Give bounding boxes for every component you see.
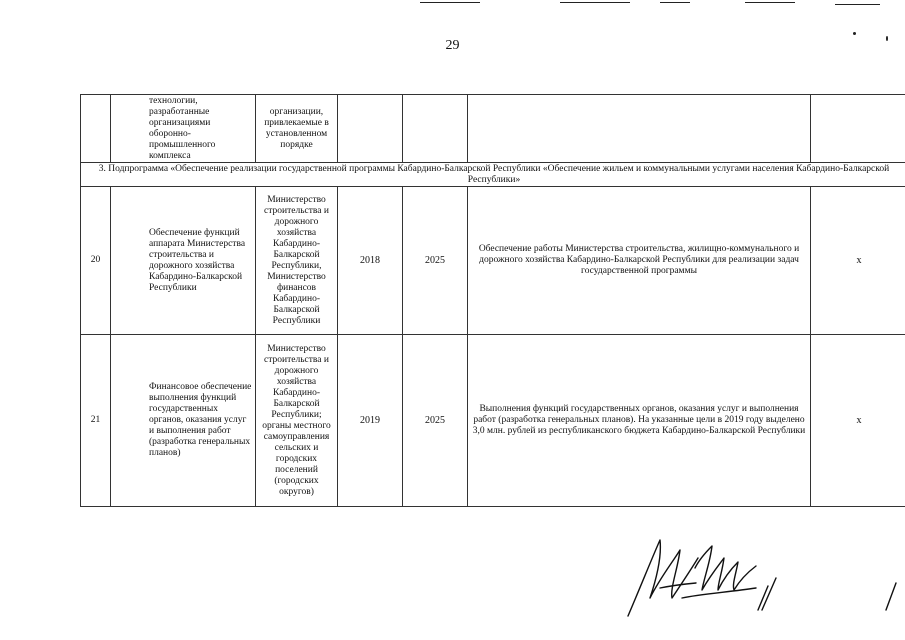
end-year-cell <box>403 95 468 163</box>
scan-speck <box>853 32 856 35</box>
result-cell: Выполнения функций государственных органов, оказания услуг и выполнения работ (разработка генеральных планов). На указанные цели в 2019 году выделено 3,0 млн. рублей из республиканского бюджета Кабардино-Балкарской Республики <box>468 335 811 507</box>
end-year-cell: 2025 <box>403 187 468 335</box>
executor-cell: организации, привлекаемые в установленном порядке <box>256 95 338 163</box>
row-number-cell: 20 <box>81 187 111 335</box>
scan-edge-line <box>745 2 795 3</box>
executor-cell: Министерство строительства и дорожного хозяйства Кабардино-Балкарской Республики; органы местного самоуправления сельских и городских поселений (городских округов) <box>256 335 338 507</box>
start-year-cell <box>338 95 403 163</box>
row-number-cell <box>81 95 111 163</box>
activity-name-cell: технологии, разработанные организациями оборонно-промышленного комплекса <box>111 95 256 163</box>
indicator-cell: x <box>811 187 905 335</box>
scan-edge-line <box>560 2 630 3</box>
start-year-cell: 2019 <box>338 335 403 507</box>
scan-edge-line <box>420 2 480 3</box>
result-cell: Обеспечение работы Министерства строительства, жилищно-коммунального и дорожного хозяйства Кабардино-Балкарской Республики для реализации задач государственной программы <box>468 187 811 335</box>
executor-cell: Министерство строительства и дорожного хозяйства Кабардино-Балкарской Республики, Министерство финансов Кабардино-Балкарской Республики <box>256 187 338 335</box>
program-activities-table <box>80 94 905 507</box>
scan-edge-line <box>835 4 880 5</box>
subprogram-heading-row <box>81 163 905 187</box>
result-cell <box>468 95 811 163</box>
start-year-cell: 2018 <box>338 187 403 335</box>
row-number-cell: 21 <box>81 335 111 507</box>
continued-row <box>81 95 905 163</box>
table-row <box>81 335 905 507</box>
activity-name-cell: Обеспечение функций аппарата Министерства строительства и дорожного хозяйства Кабардино-Балкарской Республики <box>111 187 256 335</box>
activity-name-cell: Финансовое обеспечение выполнения функций государственных органов, оказания услуг и выполнения работ (разработка генеральных планов) <box>111 335 256 507</box>
scan-edge-line <box>660 2 690 3</box>
subprogram-heading: 3. Подпрограмма «Обеспечение реализации государственной программы Кабардино-Балкарской Республики «Обеспечение жильем и коммунальными услугами населения Кабардино-Балкарской Республики» <box>81 163 905 187</box>
page-number: 29 <box>445 38 460 53</box>
end-year-cell: 2025 <box>403 335 468 507</box>
indicator-cell <box>811 95 905 163</box>
handwritten-signature <box>600 528 900 628</box>
indicator-cell: x <box>811 335 905 507</box>
table-row <box>81 187 905 335</box>
